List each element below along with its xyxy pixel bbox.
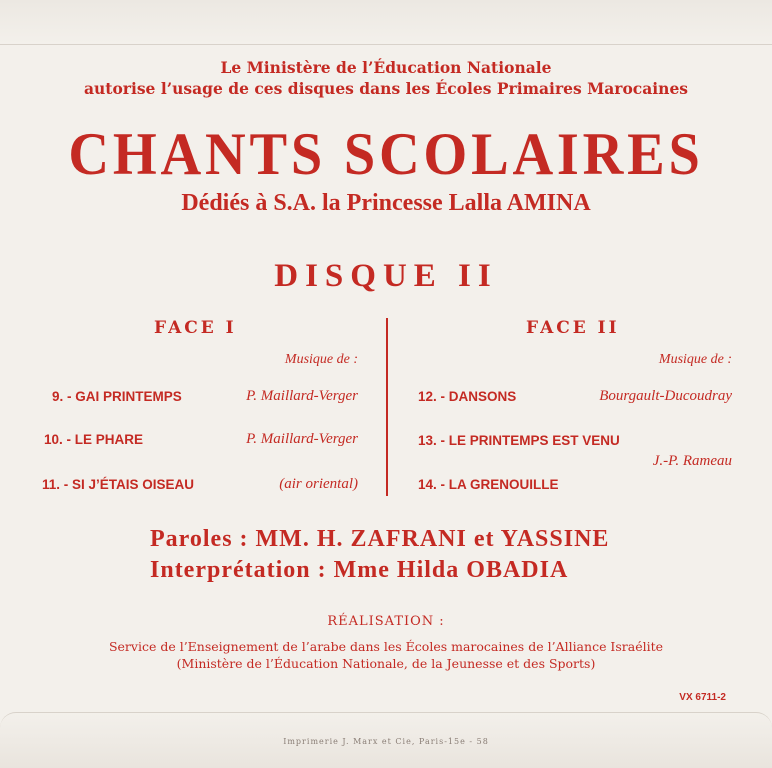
- track-title: 13. - LE PRINTEMPS EST VENU: [418, 433, 620, 448]
- lyrics-credit: Paroles : MM. H. ZAFRANI et YASSINE: [150, 526, 610, 552]
- track-title: 9. - GAI PRINTEMPS: [52, 389, 182, 404]
- disc-label: DISQUE II: [274, 258, 498, 294]
- face-1-heading: FACE I: [154, 318, 237, 338]
- face-1-music-label: Musique de :: [284, 352, 358, 367]
- track-composer: (air oriental): [279, 476, 358, 492]
- track-title: 12. - DANSONS: [418, 389, 517, 404]
- production-line-2: (Ministère de l’Éducation Nationale, de la Jeunesse et des Sports): [176, 656, 596, 671]
- track-title: 14. - LA GRENOUILLE: [418, 477, 559, 492]
- printer-imprint: Imprimerie J. Marx et Cie, Paris-15e - 58: [283, 737, 489, 746]
- performance-credit: Interprétation : Mme Hilda OBADIA: [150, 557, 569, 583]
- dedication: Dédiés à S.A. la Princesse Lalla AMINA: [181, 190, 591, 216]
- authorization-line-1: Le Ministère de l’Éducation Nationale: [220, 58, 552, 77]
- authorization-line-2: autorise l’usage de ces disques dans les Écoles Primaires Marocaines: [83, 79, 689, 98]
- face-2-music-label: Musique de :: [658, 352, 732, 367]
- top-fold: [0, 0, 772, 45]
- production-heading: RÉALISATION :: [327, 614, 445, 629]
- track-composer: P. Maillard-Verger: [246, 388, 358, 404]
- track-composer: J.-P. Rameau: [652, 453, 732, 469]
- track-composer: P. Maillard-Verger: [246, 431, 358, 447]
- track-composer: Bourgault-Ducoudray: [599, 388, 732, 404]
- page-title: CHANTS SCOLAIRES: [68, 121, 704, 187]
- face-2-heading: FACE II: [526, 318, 620, 338]
- track-title: 11. - SI J’ÉTAIS OISEAU: [42, 477, 195, 492]
- production-line-1: Service de l’Enseignement de l’arabe dans les Écoles marocaines de l’Alliance Israélite: [108, 639, 664, 654]
- track-title: 10. - LE PHARE: [44, 432, 144, 447]
- column-divider: [386, 318, 388, 496]
- catalog-number: VX 6711-2: [679, 692, 726, 703]
